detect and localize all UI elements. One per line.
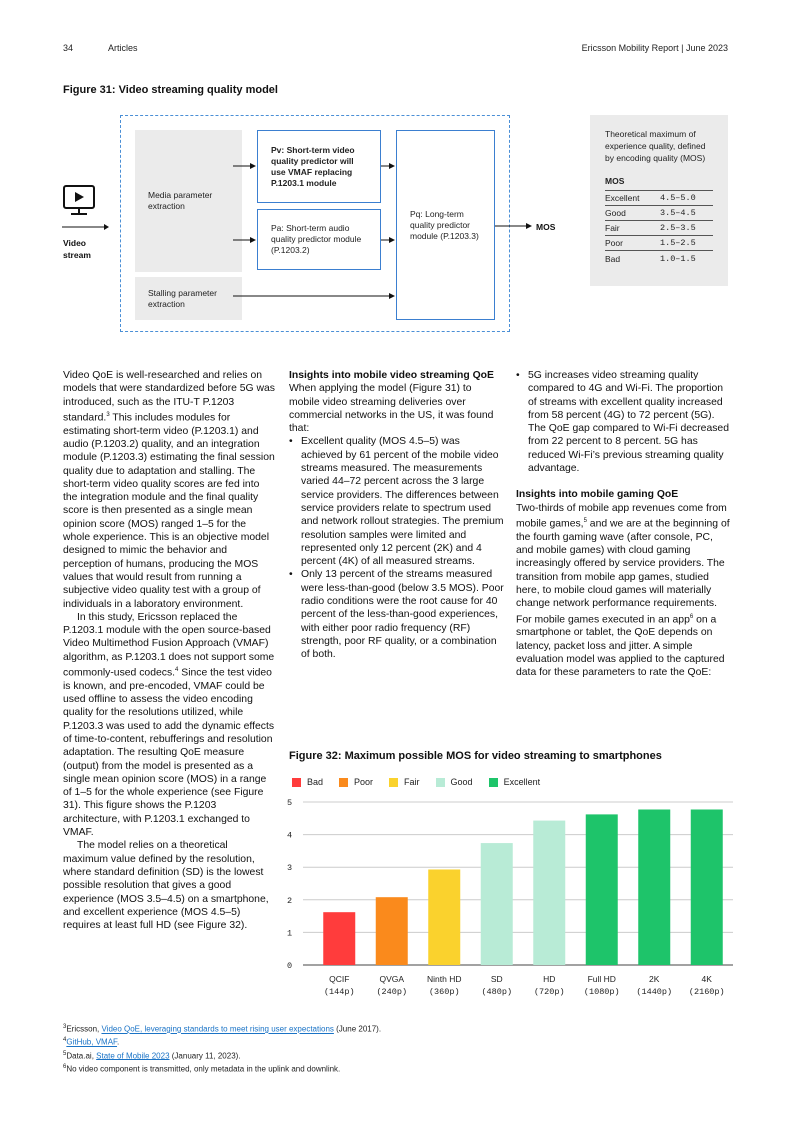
pq-label: Pq: Long-term quality predictor module (P.1203.3) — [410, 208, 479, 241]
mos-bar-chart — [285, 792, 735, 1002]
figure32-title: Figure 32: Maximum possible MOS for video streaming to smartphones — [289, 750, 662, 762]
mos-output-label: MOS — [536, 222, 556, 232]
col3-p2b: on a smartphone or tablet, the QoE depends on latency, packet loss and jitter. A simple evaluation model was applied to the captured data for these parameters to rate the QoE: — [516, 613, 725, 679]
col3-p1: Two-thirds of mobile app revenues come from mobile games, — [516, 502, 727, 530]
mos-row — [605, 221, 713, 236]
legend-swatch — [339, 778, 348, 787]
mos-row-range: 3.5–4.5 — [660, 208, 696, 218]
footnote-number: 3 — [63, 1024, 67, 1030]
mos-row-label: Good — [605, 208, 626, 218]
footnote — [63, 1035, 743, 1048]
footnote — [63, 1049, 743, 1062]
mos-row — [605, 251, 713, 266]
y-tick-label: 5 — [287, 798, 293, 808]
col1-p3: The model relies on a theoretical maximum value defined by the resolution, where standard definition (SD) is the lowest possible resolution that gives a good experience (MOS 3.5–4.5) on a smartphone, and excellent experience (MOS 4.5–5) requires at least full HD (see Figure 32). — [63, 840, 269, 932]
bar — [481, 843, 513, 965]
x-tick-label: SD — [490, 974, 503, 984]
y-tick-label: 0 — [287, 961, 293, 971]
col2-bullet-1: • Excellent quality (MOS 4.5–5) was achieved by 61 percent of the mobile video streams measured. The measurements varied 44–72 percent across the 3 large service providers. The differences between service providers relate to spectrum used and network rollout strategies. The premium resolution samples were limited and represented only 12 percent (2K) and 4 percent (4K) of all measured streams. — [289, 435, 504, 568]
x-tick-sublabel: (480p) — [481, 987, 513, 997]
mos-panel-heading: MOS — [605, 176, 713, 191]
mos-row-range: 1.0–1.5 — [660, 253, 696, 264]
col1-p1b: This includes modules for estimating short-term video (P.1203.1) and audio (P.1203.2) quality, and an integration module (P.1203.3) estimating the final session quality due to adaptation and stalling. The short-term video quality scores are fed into the integration module and the final quality score is then presented as a single mean opinion score (MOS) ranged 1–5 for the whole experience. This is an objective model designed to mimic the behavior and perception of humans, producing the MOS values that would result from running a subjective video quality test with a group of individuals in a laboratory environment. — [63, 412, 275, 610]
legend-label: Good — [450, 777, 473, 787]
col1-p2: In this study, Ericsson replaced the P.1203.1 module with the open source-based Video Multimethod Fusion Approach (VMAF) algorithm, as P.1203.1 does not support some commonly-used codecs. — [63, 611, 275, 679]
x-tick-label: 4K — [701, 974, 712, 984]
col3-p2: For mobile games executed in an app — [516, 613, 690, 625]
mos-row-label: Bad — [605, 253, 621, 264]
y-tick-label: 4 — [287, 830, 293, 841]
bar — [428, 869, 460, 965]
bar — [533, 821, 565, 965]
pv-label: Pv: Short-term video quality predictor will use VMAF replacing P.1203.1 module — [271, 144, 355, 188]
footnote-link[interactable]: Video QoE, leveraging standards to meet rising user expectations — [101, 1024, 334, 1034]
footnote-text: No video component is transmitted, only metadata in the uplink and downlink. — [66, 1064, 341, 1074]
col1-p2b: Since the test video is known, and pre-encoded, VMAF could be used offline to assess the video encoding quality for the resolutions utilized, while P.1203.3 was used to add the dynamic effects of time-to-content, rebufferings and resolution adaptation. The resulting QoE measure (output) from the model is presented as a single mean opinion score (MOS) in a range of 1–5 for the whole experience (see Figure 31). This figure shows the P.1203 architecture, with P.1203.1 exchanged to VMAF. — [63, 667, 275, 839]
mos-row-range: 4.5–5.0 — [660, 193, 696, 203]
legend-item — [339, 777, 373, 787]
footnote-number: 5 — [63, 1050, 67, 1057]
mos-row-label: Poor — [605, 238, 623, 248]
x-tick-sublabel: (240p) — [376, 987, 408, 997]
mos-row — [605, 191, 713, 206]
report-title: Ericsson Mobility Report | June 2023 — [581, 43, 728, 53]
mos-row-range: 1.5–2.5 — [660, 238, 696, 248]
video-stream-label: Video stream — [63, 238, 91, 260]
x-tick-label: HD — [543, 974, 556, 984]
col1-p1: Video QoE is well-researched and relies on models that were standardized before 5G was introduced, such as the ITU-T P.1203 standard. — [63, 370, 275, 424]
col3-bullet-1: • 5G increases video streaming quality compared to 4G and Wi-Fi. The proportion of streams with excellent quality increased from 58 percent (4G) to 72 percent (5G). The QoE gap compared to Wi-Fi decreased from 22 percent to 8 percent. 5G has reduced Wi-Fi’s previous streaming quality advantage. — [516, 369, 730, 475]
bar — [638, 809, 670, 965]
footnote-ref-3: 3 — [106, 411, 110, 418]
footnote-text: (January 11, 2023). — [169, 1051, 241, 1061]
col2-heading: Insights into mobile video streaming QoE — [289, 370, 494, 381]
footnote-ref-5: 5 — [583, 517, 587, 524]
bar — [376, 897, 408, 965]
pa-label: Pa: Short-term audio quality predictor module (P.1203.2) — [271, 223, 362, 255]
mos-row-label: Excellent — [605, 193, 640, 203]
col3-heading: Insights into mobile gaming QoE — [516, 489, 679, 501]
column-1 — [63, 369, 275, 932]
legend-label: Excellent — [503, 777, 541, 787]
legend-label: Fair — [404, 777, 420, 787]
footnote — [63, 1022, 743, 1035]
x-tick-sublabel: (144p) — [323, 987, 355, 997]
y-tick-label: 3 — [287, 863, 293, 874]
y-tick-label: 2 — [287, 895, 293, 906]
footnote-text: Data.ai, — [66, 1051, 97, 1061]
x-tick-label: QCIF — [329, 974, 350, 984]
footnote-link[interactable]: GitHub, VMAF — [66, 1038, 118, 1048]
mos-row-label: Fair — [605, 223, 620, 233]
legend-item — [292, 777, 323, 787]
col2-bullet-2: • Only 13 percent of the streams measured were less-than-good (below 3.5 MOS). Poor radio conditions were the root cause for 40 percent of the less-than-good experiences, with either poor radio frequency (RF) strength, poor RF quality, or a combination of both. — [289, 568, 504, 661]
bar — [691, 809, 723, 965]
x-tick-label: Ninth HD — [427, 974, 462, 984]
x-tick-sublabel: (360p) — [428, 987, 460, 997]
legend-item — [389, 777, 420, 787]
footnote — [63, 1062, 743, 1075]
legend-swatch — [489, 778, 498, 787]
bar — [323, 912, 355, 965]
x-tick-label: Full HD — [587, 974, 616, 984]
legend-swatch — [389, 778, 398, 787]
section-label: Articles — [108, 43, 138, 53]
x-tick-sublabel: (2160p) — [688, 987, 725, 997]
footnote-text: . — [117, 1038, 120, 1048]
legend-swatch — [292, 778, 301, 787]
column-2 — [289, 369, 504, 662]
x-tick-sublabel: (1080p) — [583, 987, 620, 997]
mos-row-range: 2.5–3.5 — [660, 223, 696, 233]
bar — [586, 814, 618, 965]
x-tick-label: 2K — [649, 974, 660, 984]
y-tick-label: 1 — [287, 928, 293, 939]
col3-p1b: and we are at the beginning of the fourth gaming wave (after console, PC, and mobile games) with cloud gaming increasingly offered by service providers. The transition from mobile app games, studied here, to mobile cloud games will materially change network performance requirements. — [516, 518, 730, 610]
col2-intro: When applying the model (Figure 31) to mobile video streaming deliveries over commercial networks in the US, it was found that: — [289, 383, 494, 435]
footnote-number: 4 — [63, 1037, 67, 1044]
mos-panel-intro: Theoretical maximum of experience quality, defined by encoding quality (MOS) — [605, 129, 706, 163]
mos-row — [605, 206, 713, 221]
footnote-ref-6: 6 — [689, 613, 694, 620]
stalling-extraction-label: Stalling parameter extraction — [148, 287, 217, 309]
footnotes — [63, 1022, 743, 1075]
legend-item — [436, 777, 473, 787]
x-tick-sublabel: (1440p) — [636, 987, 673, 997]
column-3 — [516, 369, 730, 679]
legend-label: Bad — [307, 777, 324, 787]
chart-legend — [292, 777, 556, 787]
footnote-text: (June 2017). — [333, 1024, 382, 1034]
footnote-text: Ericsson, — [66, 1024, 102, 1034]
page-number: 34 — [63, 43, 74, 53]
footnote-link[interactable]: State of Mobile 2023 — [96, 1051, 170, 1061]
media-extraction-label: Media parameter extraction — [148, 190, 213, 211]
x-tick-label: QVGA — [379, 974, 405, 984]
legend-item — [489, 777, 541, 787]
mos-panel — [590, 115, 728, 286]
footnote-number: 6 — [63, 1064, 67, 1071]
figure31-title: Figure 31: Video streaming quality model — [63, 84, 278, 96]
mos-row — [605, 236, 713, 251]
legend-label: Poor — [354, 777, 374, 787]
x-tick-sublabel: (720p) — [533, 987, 565, 997]
legend-swatch — [436, 778, 445, 787]
footnote-ref-4: 4 — [175, 667, 179, 673]
